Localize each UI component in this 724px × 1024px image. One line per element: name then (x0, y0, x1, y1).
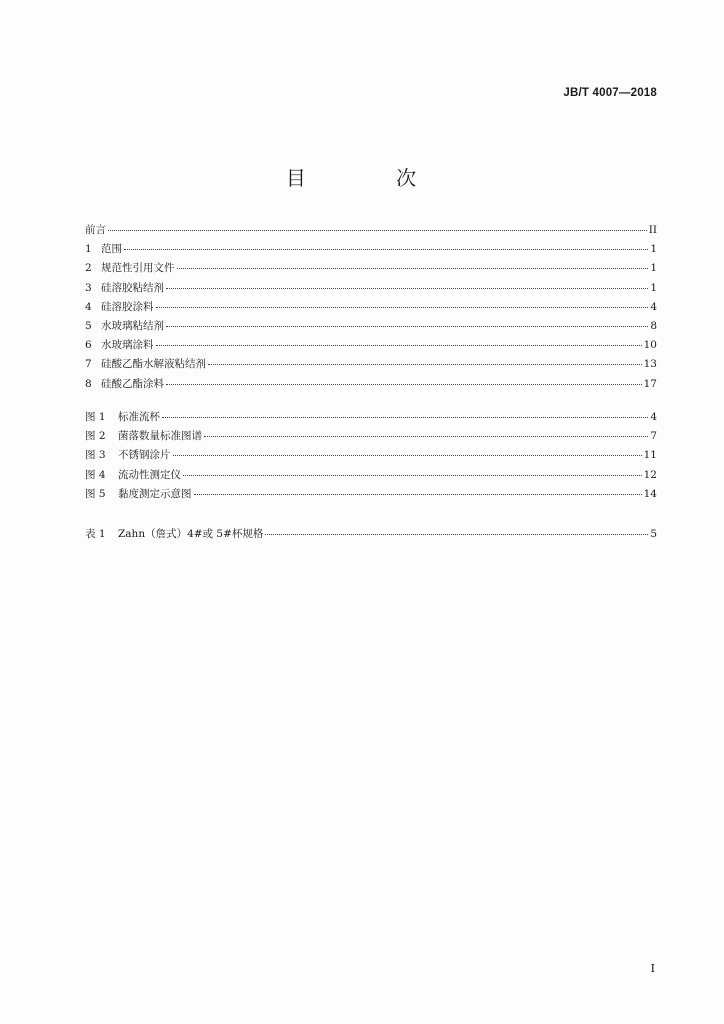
toc-entry[interactable] (85, 428, 657, 447)
toc-entry-page: 11 (643, 449, 657, 462)
toc-dot-leader (166, 285, 648, 289)
toc-entry[interactable] (85, 260, 657, 279)
toc-entry-number: 4 (85, 300, 92, 313)
toc-entry-number: 7 (85, 358, 92, 371)
toc-entry-page: 13 (643, 358, 657, 371)
toc-dot-leader (194, 491, 642, 495)
toc-entry-number: 6 (85, 339, 92, 352)
toc-entry-page: 7 (650, 430, 657, 443)
page-title: 目 次 (285, 166, 459, 190)
toc-entry-title: 前言 (85, 224, 106, 236)
toc-entry-title: 硅酸乙酯水解液粘结剂 (101, 358, 206, 371)
toc-dot-leader (265, 531, 648, 535)
toc-entry[interactable] (85, 447, 657, 466)
standard-code: JB/T 4007—2018 (563, 87, 657, 99)
toc-entry-number: 8 (85, 377, 92, 390)
toc-dot-leader (208, 361, 642, 365)
toc-entry-page: 12 (643, 468, 657, 481)
toc-dot-leader (204, 433, 648, 437)
toc-entry-page: 14 (643, 487, 657, 500)
toc-entry[interactable] (85, 467, 657, 486)
toc-entry-title: 水玻璃涂料 (101, 339, 154, 352)
toc-entry-number: 图 2 (85, 430, 106, 443)
toc-dot-leader (183, 472, 642, 476)
toc-entry-page: 1 (650, 243, 657, 256)
toc-entry-title: 黏度测定示意图 (118, 487, 192, 500)
toc-entry-number: 表 1 (85, 528, 106, 540)
toc-entry-page: 1 (650, 281, 657, 294)
toc-dot-leader (156, 342, 642, 346)
toc-dot-leader (108, 227, 647, 231)
toc-dot-leader (162, 414, 648, 418)
toc-dot-leader (156, 304, 649, 308)
toc-entry-number: 图 5 (85, 487, 106, 500)
toc-entry-page: 4 (650, 300, 657, 313)
toc-entry-title: 流动性测定仪 (118, 468, 181, 481)
toc-entry-title: 硅溶胶粘结剂 (101, 281, 164, 294)
toc-dot-leader (177, 265, 649, 269)
toc-entry-page: 4 (650, 411, 657, 423)
toc-entry-number: 图 3 (85, 449, 106, 462)
toc-entry[interactable] (85, 280, 657, 299)
toc-figures (85, 409, 657, 505)
toc-entry-page: 10 (643, 339, 657, 352)
toc-entry-title: 规范性引用文件 (101, 262, 175, 275)
toc-entry[interactable] (85, 299, 657, 318)
toc-dot-leader (166, 323, 648, 327)
toc-entry-title: 标准流杯 (118, 411, 160, 423)
toc-entry-title: 硅酸乙酯涂料 (101, 377, 164, 390)
toc-entry-number: 5 (85, 319, 92, 332)
toc-dot-leader (124, 246, 648, 250)
toc-entry[interactable] (85, 486, 657, 505)
toc-entry-page: 1 (650, 262, 657, 275)
toc-entry-page: 8 (650, 319, 657, 332)
toc-entry-title: 水玻璃粘结剂 (101, 319, 164, 332)
toc-entry-title: 菌落数量标准图谱 (118, 430, 202, 443)
toc-dot-leader (173, 452, 642, 456)
toc-entry[interactable] (85, 318, 657, 337)
toc-entry-page: II (648, 224, 657, 236)
toc-entry-title: 硅溶胶涂料 (101, 300, 154, 313)
toc-entry[interactable] (85, 222, 657, 241)
toc-entry-title: 不锈钢涂片 (118, 449, 171, 462)
toc-entry-number: 1 (85, 243, 92, 256)
toc-entry-page: 5 (650, 528, 657, 540)
toc-entry[interactable] (85, 241, 657, 260)
toc-entry-number: 2 (85, 262, 92, 275)
toc-entry-title: Zahn（詹式）4#或 5#杯规格 (118, 528, 264, 540)
toc-tables (85, 526, 657, 545)
toc-entry[interactable] (85, 376, 657, 395)
toc-entry-title: 范围 (101, 243, 122, 256)
toc-entry[interactable] (85, 409, 657, 428)
toc-entry-number: 图 1 (85, 411, 106, 423)
toc-chapters (85, 222, 657, 395)
footer-page-number: I (650, 962, 655, 975)
toc-dot-leader (166, 381, 642, 385)
toc-entry[interactable] (85, 356, 657, 375)
toc-entry-page: 17 (643, 377, 657, 390)
toc-entry-number: 图 4 (85, 468, 106, 481)
toc-entry-number: 3 (85, 281, 92, 294)
toc-entry[interactable] (85, 526, 657, 545)
toc-entry[interactable] (85, 337, 657, 356)
